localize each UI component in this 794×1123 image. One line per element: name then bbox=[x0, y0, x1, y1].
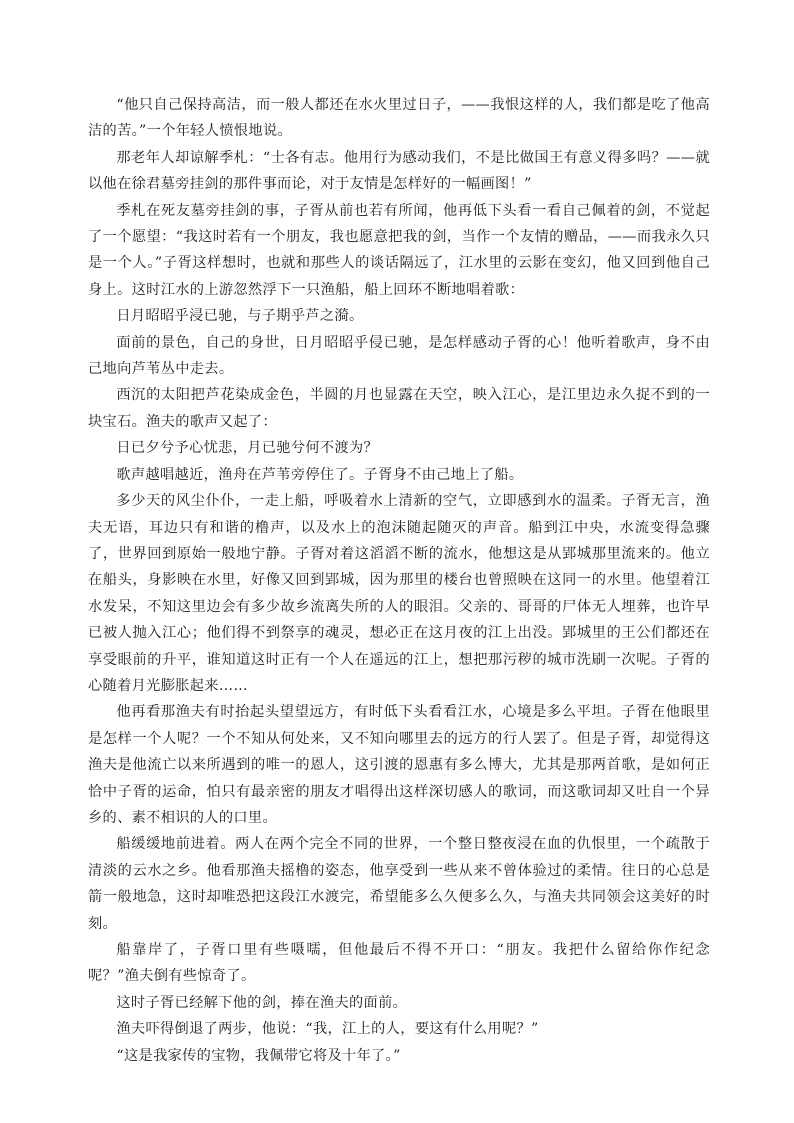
paragraph: 船缓缓地前进着。两人在两个完全不同的世界，一个整日整夜浸在血的仇恨里，一个疏散于清淡的云水之乡。他看那渔夫摇橹的姿态，他享受到一些从来不曾体验过的柔情。往日的心总是箭一般地急，这时却唯恐把这段江水渡完，希望能多么久便多么久，与渔夫共同领会这美好的时刻。 bbox=[88, 836, 710, 932]
paragraph: 西沉的太阳把芦花染成金色，半圆的月也显露在天空，映入江心，是江里边永久捉不到的一块宝石。渔夫的歌声又起了： bbox=[88, 387, 710, 430]
paragraph: 日月昭昭乎浸已驰，与子期乎芦之漪。 bbox=[116, 308, 364, 325]
paragraph: “这是我家传的宝物，我佩带它将及十年了。” bbox=[116, 1047, 401, 1064]
paragraph: 这时子胥已经解下他的剑，捧在渔夫的面前。 bbox=[116, 994, 408, 1011]
paragraph: 面前的景色，自己的身世，日月昭昭乎侵已驰，是怎样感动子胥的心！他听着歌声，身不由己地向芦苇丛中走去。 bbox=[88, 334, 710, 378]
paragraph: 船靠岸了，子胥口里有些嗫嚅，但他最后不得不开口：“朋友。我把什么留给你作纪念呢？”渔夫倒有些惊奇了。 bbox=[88, 942, 710, 985]
paragraph: 季札在死友墓旁挂剑的事，子胥从前也若有所闻，他再低下头看一看自己佩着的剑，不觉起了一个愿望：“我这时若有一个朋友，我也愿意把我的剑，当作一个友情的赠品，——而我永久只是一个人。”子胥这样想时，也就和那些人的谈话隔远了，江水里的云影在变幻，他又回到他自己身上。这时江水的上游忽然浮下一只渔船，船上回环不断地唱着歌： bbox=[88, 202, 710, 298]
paragraph: 那老年人却谅解季札：“士各有志。他用行为感动我们，不是比做国王有意义得多吗？——就以他在徐君墓旁挂剑的那件事而论，对于友情是怎样好的一幅画图！” bbox=[88, 149, 710, 193]
paragraph: “他只自己保持高洁，而一般人都还在水火里过日子，——我恨这样的人，我们都是吃了他高洁的苦。”一个年轻人愤恨地说。 bbox=[88, 97, 710, 140]
paragraph: 日已夕兮予心忧悲，月已驰兮何不渡为？ bbox=[116, 440, 379, 457]
paragraph: 歌声越唱越近，渔舟在芦苇旁停住了。子胥身不由己地上了船。 bbox=[116, 466, 524, 483]
paragraph: 多少天的风尘仆仆，一走上船，呼吸着水上清新的空气，立即感到水的温柔。子胥无言，渔夫无语，耳边只有和谐的橹声，以及水上的泡沫随起随灭的声音。船到江中央，水流变得急骤了，世界回到原始一般地宁静。子胥对着这滔滔不断的流水，他想这是从郢城那里流来的。他立在船头，身影映在水里，好像又回到郢城，因为那里的楼台也曾照映在这同一的水里。他望着江水发呆，不知这里边会有多少故乡流离失所的人的眼泪。父亲的、哥哥的尸体无人埋葬，也许早已被人抛入江心；他们得不到祭享的魂灵，想必正在这月夜的江上出没。郢城里的王公们都还在享受眼前的升平，谁知道这时正有一个人在遥远的江上，想把那污秽的城市洗刷一次呢。子胥的心随着月光膨胀起来…… bbox=[88, 493, 710, 694]
paragraph: 他再看那渔夫有时抬起头望望远方，有时低下头看看江水，心境是多么平坦。子胥在他眼里是怎样一个人呢？一个不知从何处来，又不知向哪里去的远方的行人罢了。但是子胥，却觉得这渔夫是他流亡以来所遇到的唯一的恩人，这引渡的恩惠有多么博大，尤其是那两首歌，是如何正恰中子胥的运命，怕只有最亲密的朋友才唱得出这样深切感人的歌词，而这歌词却又吐自一个异乡的、素不相识的人的口里。 bbox=[88, 704, 710, 826]
article-body bbox=[88, 92, 710, 1069]
paragraph: 渔夫吓得倒退了两步，他说：“我，江上的人，要这有什么用呢？” bbox=[116, 1021, 539, 1038]
